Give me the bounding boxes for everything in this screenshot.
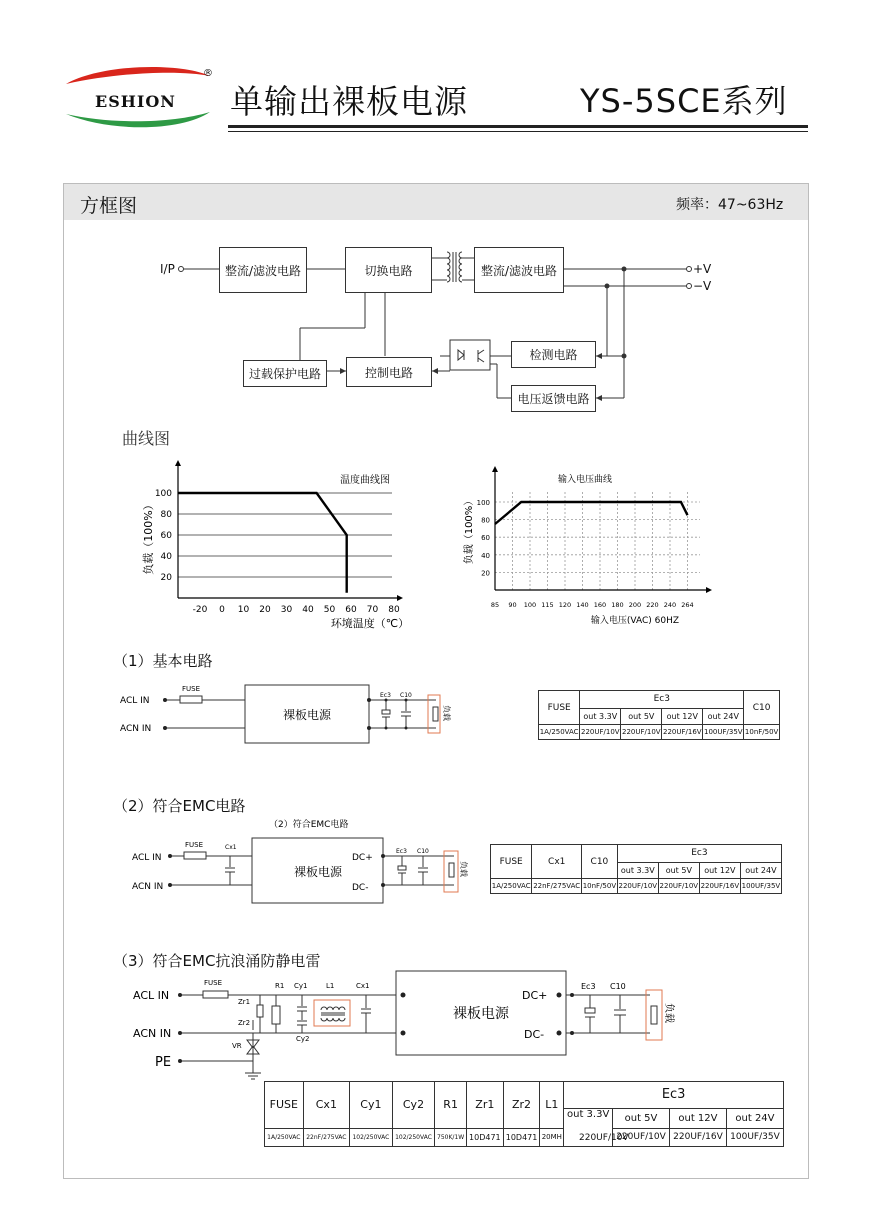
input-y-tick: 20 <box>481 569 490 578</box>
temp-chart-title: 温度曲线图 <box>340 475 390 486</box>
temp-x-tick: 10 <box>237 605 250 615</box>
emc-dc-neg: DC- <box>352 883 369 893</box>
surge-load: 负载 <box>663 1003 674 1023</box>
surge-vr: VR <box>232 1042 242 1050</box>
t1-ec3: 220UF/10V <box>621 725 662 740</box>
t3-ec3: 220UF/10V <box>613 1128 670 1146</box>
input-x-tick: 160 <box>593 601 607 609</box>
input-x-tick: 200 <box>628 601 642 609</box>
temp-x-tick: 0 <box>219 605 225 615</box>
t3-h: Zr1 <box>466 1082 503 1129</box>
surge-fuse: FUSE <box>204 979 223 987</box>
block-rect-filter-1: 整流/滤波电路 <box>219 247 307 293</box>
t3-val: 10D471 <box>503 1128 540 1146</box>
input-chart-ylabel: 负载（100%） <box>464 495 475 565</box>
series-title: YS-5SCE系列 <box>580 82 788 120</box>
basic-fuse: FUSE <box>182 685 201 693</box>
emc-fuse: FUSE <box>185 841 204 849</box>
input-x-tick: 264 <box>681 601 694 609</box>
emc-acn: ACN IN <box>132 882 164 892</box>
emc-load: 负载 <box>459 861 468 877</box>
t3-val: 102/250VAC <box>350 1128 393 1146</box>
temp-chart <box>130 455 430 635</box>
block-detect: 检测电路 <box>511 341 596 368</box>
surge-zr1: Zr1 <box>238 998 251 1006</box>
t2-ec3: 100UF/35V <box>740 879 781 894</box>
block-switch: 切换电路 <box>345 247 432 293</box>
curves-title: 曲线图 <box>122 429 171 448</box>
t1-h-ec3: Ec3 <box>580 691 744 709</box>
t1-sub: out 3.3V <box>580 708 621 724</box>
t1-fuse: 1A/250VAC <box>539 725 580 740</box>
t1-sub: out 5V <box>621 708 662 724</box>
basic-ec3: Ec3 <box>380 692 391 699</box>
t2-cx1: 22nF/275VAC <box>532 879 582 894</box>
input-chart-xlabel: 输入电压(VAC) 60HZ <box>590 616 680 626</box>
t3-val: 750K/1W <box>435 1128 467 1146</box>
temp-chart-xlabel: 环境温度（℃） <box>330 617 410 630</box>
temp-y-tick: 60 <box>160 531 172 541</box>
t1-ec3: 220UF/16V <box>662 725 703 740</box>
input-y-tick: 40 <box>481 551 490 560</box>
emc-c10: C10 <box>417 848 429 855</box>
page-title: 单输出裸板电源 <box>230 82 468 121</box>
t3-ec3-first: 220UF/10V <box>579 1133 629 1143</box>
input-x-tick: 240 <box>663 601 677 609</box>
surge-title: （3）符合EMC抗浪涌防静电雷 <box>113 952 321 970</box>
t3-h: R1 <box>435 1082 467 1129</box>
temp-chart-ylabel: 负载（100%） <box>142 499 155 575</box>
t3-val: 22nF/275VAC <box>303 1128 349 1146</box>
input-label: I/P <box>160 262 175 276</box>
surge-dc-neg: DC- <box>524 1028 545 1041</box>
t1-sub: out 12V <box>662 708 703 724</box>
temp-y-tick: 100 <box>154 489 172 499</box>
input-x-tick: 140 <box>576 601 589 609</box>
input-curve-line <box>495 502 688 524</box>
surge-cy2: Cy2 <box>296 1035 310 1043</box>
t2-sub: out 5V <box>658 862 699 878</box>
t3-h: Cx1 <box>303 1082 349 1129</box>
surge-acn: ACN IN <box>133 1027 172 1040</box>
input-y-tick: 80 <box>481 516 490 525</box>
basic-title: （1）基本电路 <box>113 652 213 670</box>
temp-y-tick: 20 <box>160 573 172 583</box>
registered-mark: ® <box>203 68 213 79</box>
t1-ec3: 220UF/10V <box>580 725 621 740</box>
t3-sub: out 3.3V <box>564 1108 613 1146</box>
block-control: 控制电路 <box>346 357 432 387</box>
t3-h: FUSE <box>265 1082 304 1129</box>
surge-dc-pos: DC+ <box>522 989 548 1002</box>
input-y-tick: 100 <box>476 499 490 507</box>
t3-h: Cy1 <box>350 1082 393 1129</box>
logo-text: ESHION <box>95 92 176 111</box>
t3-h: Zr2 <box>503 1082 540 1129</box>
t3-val: 1A/250VAC <box>265 1128 304 1146</box>
basic-circuit <box>120 675 470 755</box>
block-overload: 过载保护电路 <box>243 360 327 387</box>
basic-load: 负载 <box>442 705 451 721</box>
t2-h-cx1: Cx1 <box>532 845 582 879</box>
temp-x-tick: 60 <box>345 605 357 615</box>
frequency-label: 频率：47~63Hz <box>676 197 784 213</box>
temp-x-tick: -20 <box>192 605 208 615</box>
t2-fuse: 1A/250VAC <box>491 879 532 894</box>
t3-val: 102/250VAC <box>392 1128 435 1146</box>
surge-circuit <box>128 968 688 1080</box>
temp-y-tick: 40 <box>160 552 172 562</box>
emc-subtitle: （2）符合EMC电路 <box>269 820 349 830</box>
t3-h-ec3: Ec3 <box>564 1082 784 1109</box>
t1-h-c10: C10 <box>744 691 780 725</box>
basic-acl: ACL IN <box>120 696 150 706</box>
surge-r1: R1 <box>275 982 285 990</box>
t2-h-fuse: FUSE <box>491 845 532 879</box>
surge-zr2: Zr2 <box>238 1019 251 1027</box>
emc-dc-pos: DC+ <box>352 853 373 863</box>
temp-curve-line <box>178 493 347 593</box>
surge-board: 裸板电源 <box>453 1006 509 1022</box>
t2-ec3: 220UF/10V <box>658 879 699 894</box>
input-x-tick: 85 <box>490 601 500 609</box>
surge-cx1: Cx1 <box>356 982 370 990</box>
t3-val: 20MH <box>540 1128 564 1146</box>
table-emc <box>490 844 782 894</box>
input-x-tick: 120 <box>558 601 572 609</box>
input-y-tick: 60 <box>481 534 490 543</box>
surge-ec3: Ec3 <box>581 982 596 991</box>
temp-x-tick: 30 <box>280 605 293 615</box>
basic-c10: C10 <box>400 692 412 699</box>
t3-sub: out 5V <box>613 1108 670 1128</box>
emc-acl: ACL IN <box>132 853 162 863</box>
basic-acn: ACN IN <box>120 724 152 734</box>
t3-sub: out 24V <box>726 1108 783 1128</box>
t1-c10: 10nF/50V <box>744 725 780 740</box>
t3-h: Cy2 <box>392 1082 435 1129</box>
t3-ec3: 100UF/35V <box>726 1128 783 1146</box>
t2-sub: out 12V <box>699 862 740 878</box>
out-neg-label: −V <box>693 279 712 293</box>
input-chart <box>460 462 730 632</box>
surge-cy1: Cy1 <box>294 982 308 990</box>
block-diagram-lines <box>0 0 870 430</box>
temp-x-tick: 50 <box>323 605 336 615</box>
temp-x-tick: 40 <box>302 605 314 615</box>
input-x-tick: 90 <box>508 601 517 609</box>
t1-h-fuse: FUSE <box>539 691 580 725</box>
emc-circuit <box>128 815 473 910</box>
emc-ec3: Ec3 <box>396 848 407 855</box>
temp-y-tick: 80 <box>160 510 172 520</box>
input-x-tick: 220 <box>646 601 659 609</box>
t3-h: L1 <box>540 1082 564 1129</box>
surge-c10: C10 <box>610 982 626 991</box>
block-rect-filter-2: 整流/滤波电路 <box>474 247 564 293</box>
surge-pe: PE <box>155 1055 172 1070</box>
t1-ec3: 100UF/35V <box>703 725 744 740</box>
t3-val: 10D471 <box>466 1128 503 1146</box>
table-basic <box>538 690 780 740</box>
panel-title: 方框图 <box>80 195 138 217</box>
t2-sub: out 24V <box>740 862 781 878</box>
t1-sub: out 24V <box>703 708 744 724</box>
input-x-tick: 100 <box>523 601 537 609</box>
block-feedback: 电压返馈电路 <box>511 385 596 412</box>
t2-ec3: 220UF/10V <box>617 879 658 894</box>
input-chart-title: 输入电压曲线 <box>557 475 613 485</box>
table-surge <box>264 1081 784 1147</box>
emc-cx1: Cx1 <box>225 844 237 851</box>
surge-acl: ACL IN <box>133 989 170 1002</box>
t2-h-c10: C10 <box>582 845 618 879</box>
t2-h-ec3: Ec3 <box>617 845 781 863</box>
t3-sub: out 12V <box>669 1108 726 1128</box>
temp-x-tick: 70 <box>366 605 379 615</box>
basic-board: 裸板电源 <box>282 708 332 722</box>
input-x-tick: 115 <box>541 601 554 609</box>
surge-l1: L1 <box>326 982 335 990</box>
t2-ec3: 220UF/16V <box>699 879 740 894</box>
emc-load-box <box>444 851 458 892</box>
out-pos-label: +V <box>693 262 712 276</box>
t3-ec3: 220UF/16V <box>669 1128 726 1146</box>
t2-sub: out 3.3V <box>617 862 658 878</box>
emc-board: 裸板电源 <box>293 865 343 879</box>
t2-c10: 10nF/50V <box>582 879 618 894</box>
temp-x-tick: 80 <box>388 605 400 615</box>
input-x-tick: 180 <box>611 601 624 609</box>
temp-x-tick: 20 <box>259 605 271 615</box>
emc-title: （2）符合EMC电路 <box>113 797 246 815</box>
